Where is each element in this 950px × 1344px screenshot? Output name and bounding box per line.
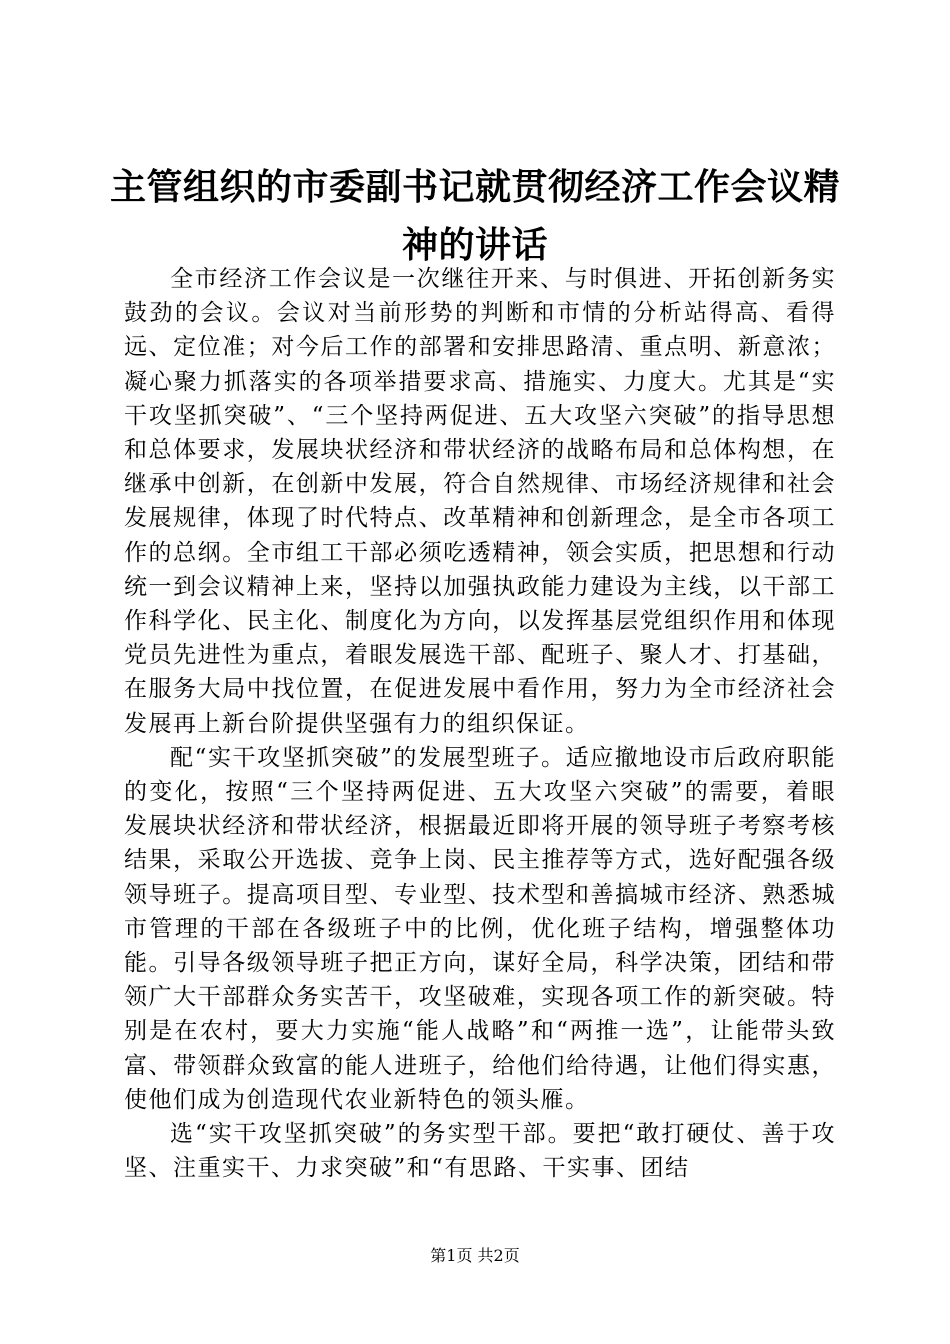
- paragraph-2: 配“实干攻坚抓突破”的发展型班子。适应撤地设市后政府职能的变化，按照“三个坚持两促进、五大攻坚六突破”的需要，着眼发展块状经济和带状经济，根据最近即将开展的领导班子考察考核结果，采取公开选拔、竞争上岗、民主推荐等方式，选好配强各级领导班子。提高项目型、专业型、技术型和善搞城市经济、熟悉城市管理的干部在各级班子中的比例，优化班子结构，增强整体功能。引导各级领导班子把正方向，谋好全局，科学决策，团结和带领广大干部群众务实苦干，攻坚破难，实现各项工作的新突破。特别是在农村，要大力实施“能人战略”和“两推一选”，让能带头致富、带领群众致富的能人进班子，给他们给待遇，让他们得实惠，使他们成为创造现代农业新特色的领头雁。: [124, 744, 836, 1113]
- page-footer: 第1页 共2页: [430, 1246, 520, 1265]
- paragraph-3: 选“实干攻坚抓突破”的务实型干部。要把“敢打硬仗、善于攻坚、注重实干、力求突破”和“有思路、干实事、团结: [124, 1121, 836, 1182]
- document-title: 主管组织的市委副书记就贯彻经济工作会议精神的讲话: [110, 166, 841, 266]
- document-body: [124, 262, 836, 1185]
- paragraph-1: 全市经济工作会议是一次继往开来、与时俱进、开拓创新务实鼓劲的会议。会议对当前形势的判断和市情的分析站得高、看得远、定位准；对今后工作的部署和安排思路清、重点明、新意浓；凝心聚力抓落实的各项举措要求高、措施实、力度大。尤其是“实干攻坚抓突破”、“三个坚持两促进、五大攻坚六突破”的指导思想和总体要求，发展块状经济和带状经济的战略布局和总体构想，在继承中创新，在创新中发展，符合自然规律、市场经济规律和社会发展规律，体现了时代特点、改革精神和创新理念，是全市各项工作的总纲。全市组工干部必须吃透精神，领会实质，把思想和行动统一到会议精神上来，坚持以加强执政能力建设为主线，以干部工作科学化、民主化、制度化为方向，以发挥基层党组织作用和体现党员先进性为重点，着眼发展选干部、配班子、聚人才、打基础，在服务大局中找位置，在促进发展中看作用，努力为全市经济社会发展再上新台阶提供坚强有力的组织保证。: [124, 266, 836, 737]
